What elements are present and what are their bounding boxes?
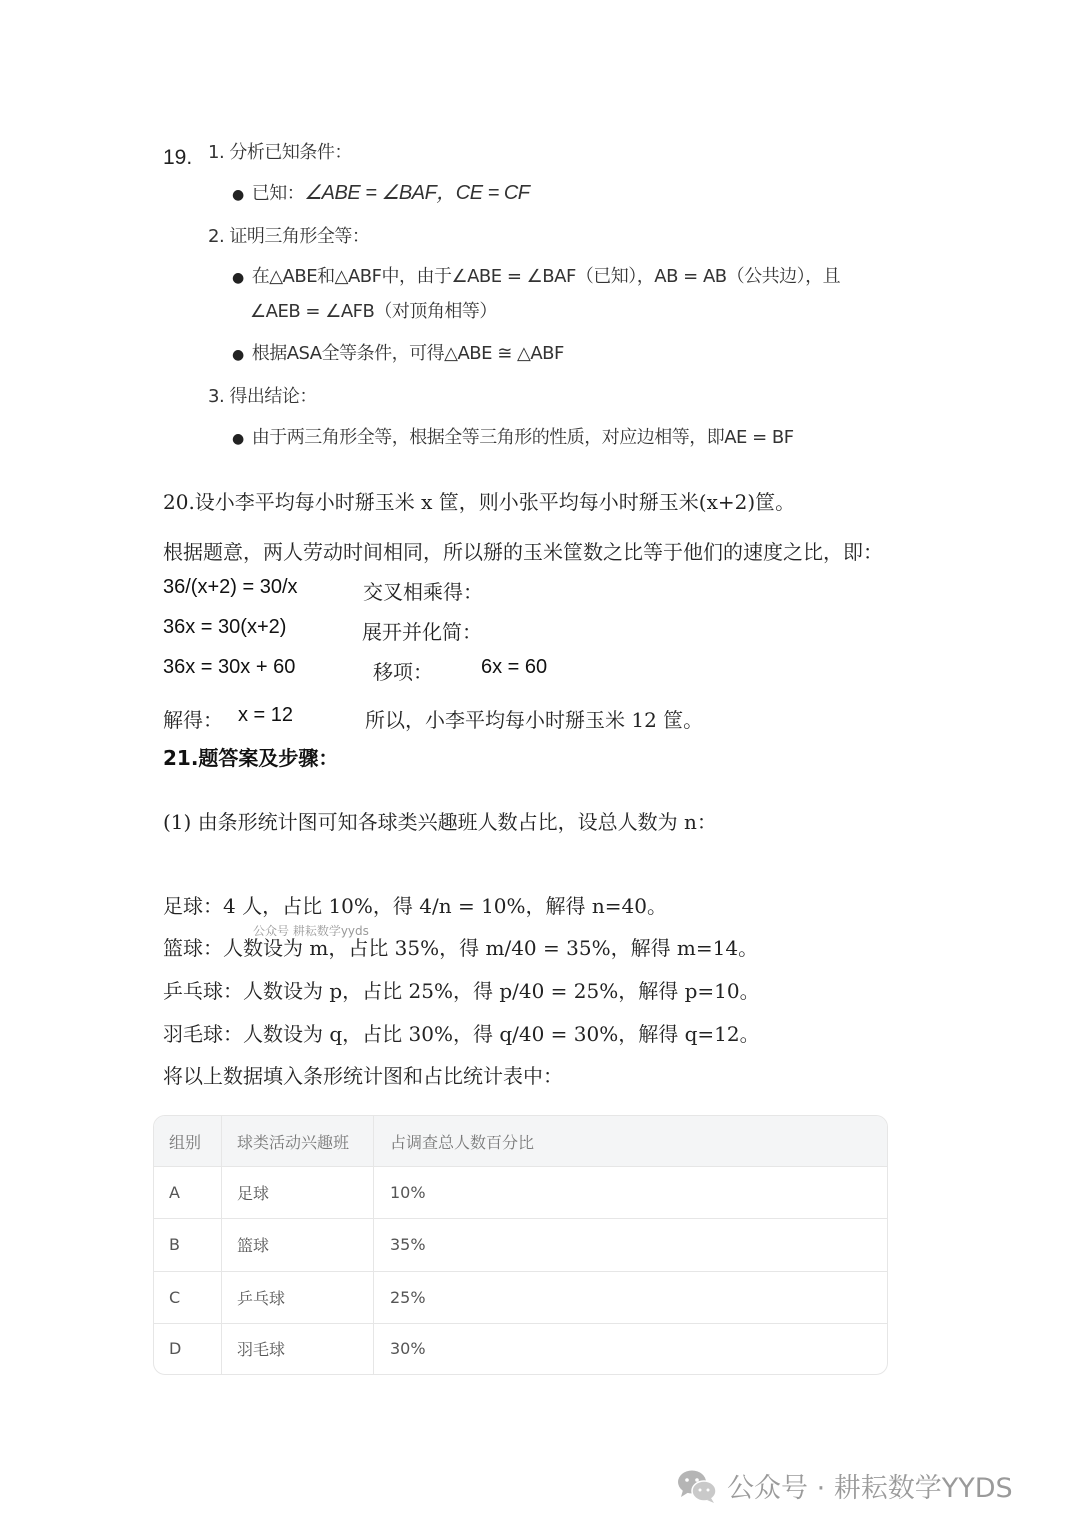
q20-eq3-note: 移项： [373,660,433,684]
q19-step2-line2: ∠AEB = ∠AFB（对顶角相等） [250,301,497,322]
bullet-icon: ● [232,431,244,447]
bullet-icon: ● [232,347,244,363]
table-row [154,1323,887,1374]
q19-step2-b2: 根据ASA全等条件，可得△ABE ≅ △ABF [251,343,564,364]
header-percent: 占调查总人数百分比 [390,1132,535,1152]
table-divider [221,1116,222,1374]
q21-fill-note: 将以上数据填入条形统计图和占比统计表中： [163,1064,563,1088]
q21-football: 足球：4 人，占比 10%，得 4/n = 10%，解得 n=40。 [163,894,667,918]
footer-text: 公众号 · 耕耘数学YYDS [727,1473,1013,1504]
q20-eq3-result: 6x = 60 [481,656,548,678]
table-divider [154,1218,887,1219]
q20-eq1-note: 交叉相乘得： [363,580,483,604]
cell-class: 足球 [237,1183,270,1203]
q20-solve-value: x = 12 [238,704,294,726]
cell-percent: 30% [390,1339,426,1358]
q19-step2-title: 2. 证明三角形全等： [208,226,370,247]
q20-eq3: 36x = 30x + 60 [163,656,296,678]
cell-percent: 25% [390,1287,426,1307]
q19-step3-b1: 由于两三角形全等，根据全等三角形的性质，对应边相等，即AE = BF [251,427,794,448]
stats-table [153,1115,888,1375]
table-divider [154,1323,887,1324]
cell-class: 羽毛球 [237,1340,286,1359]
q19-step1-title: 1. 分析已知条件： [208,142,352,163]
q19-step2-bullet1 [232,262,840,288]
q19-step3-bullet [232,423,794,449]
table-row [154,1218,887,1271]
q19-step2-bullet2 [232,339,564,365]
table-row [154,1166,887,1218]
q21-pingpong: 乒乓球：人数设为 p，占比 25%，得 p/40 = 25%，解得 p=10。 [163,979,760,1003]
table-row [154,1271,887,1323]
header-class: 球类活动兴趣班 [237,1132,350,1152]
q20-eq2-note: 展开并化简： [362,620,482,644]
cell-class: 篮球 [237,1236,270,1255]
q19-step1-prefix: 已知： [251,183,305,204]
q20-eq2: 36x = 30(x+2) [163,616,287,638]
table-divider [154,1271,887,1272]
q19-step1-math: ∠ABE = ∠BAF，CE = CF [304,182,530,204]
q21-badminton: 羽毛球：人数设为 q，占比 30%，得 q/40 = 30%，解得 q=12。 [163,1022,760,1046]
cell-group: D [169,1339,182,1358]
cell-group: B [169,1235,180,1254]
q19-step3-title: 3. 得出结论： [208,386,317,407]
cell-percent: 35% [390,1235,426,1254]
wechat-icon [676,1468,718,1504]
cell-group: C [169,1287,181,1307]
bullet-icon: ● [232,187,244,203]
cell-class: 乒乓球 [237,1288,286,1308]
q21-basketball: 篮球：人数设为 m，占比 35%，得 m/40 = 35%，解得 m=14。 [163,936,759,960]
table-divider [154,1166,887,1167]
table-header-row [154,1116,887,1166]
q20-solve-label: 解得： [163,708,223,732]
q21-title: 21.题答案及步骤： [163,746,339,770]
bullet-icon: ● [232,270,244,286]
q20-line1: 20.设小李平均每小时掰玉米 x 筐，则小张平均每小时掰玉米(x+2)筐。 [163,490,796,514]
table-divider [373,1116,374,1374]
q19-step2-line1: 在△ABE和△ABF中，由于∠ABE = ∠BAF（已知），AB = AB（公共边），且 [251,266,841,287]
inline-watermark: 公众号 耕耘数学yyds [253,924,369,938]
cell-group: A [169,1182,180,1202]
cell-percent: 10% [390,1182,426,1202]
q21-part1: (1) 由条形统计图可知各球类兴趣班人数占比，设总人数为 n： [163,810,717,834]
q20-conclusion: 所以，小李平均每小时掰玉米 12 筐。 [365,708,704,732]
q20-eq1: 36/(x+2) = 30/x [163,576,298,598]
header-group: 组别 [169,1132,202,1152]
q20-line2: 根据题意，两人劳动时间相同，所以掰的玉米筐数之比等于他们的速度之比，即： [163,540,883,564]
q19-number: 19. [163,146,193,169]
q19-step1-bullet [232,176,530,205]
